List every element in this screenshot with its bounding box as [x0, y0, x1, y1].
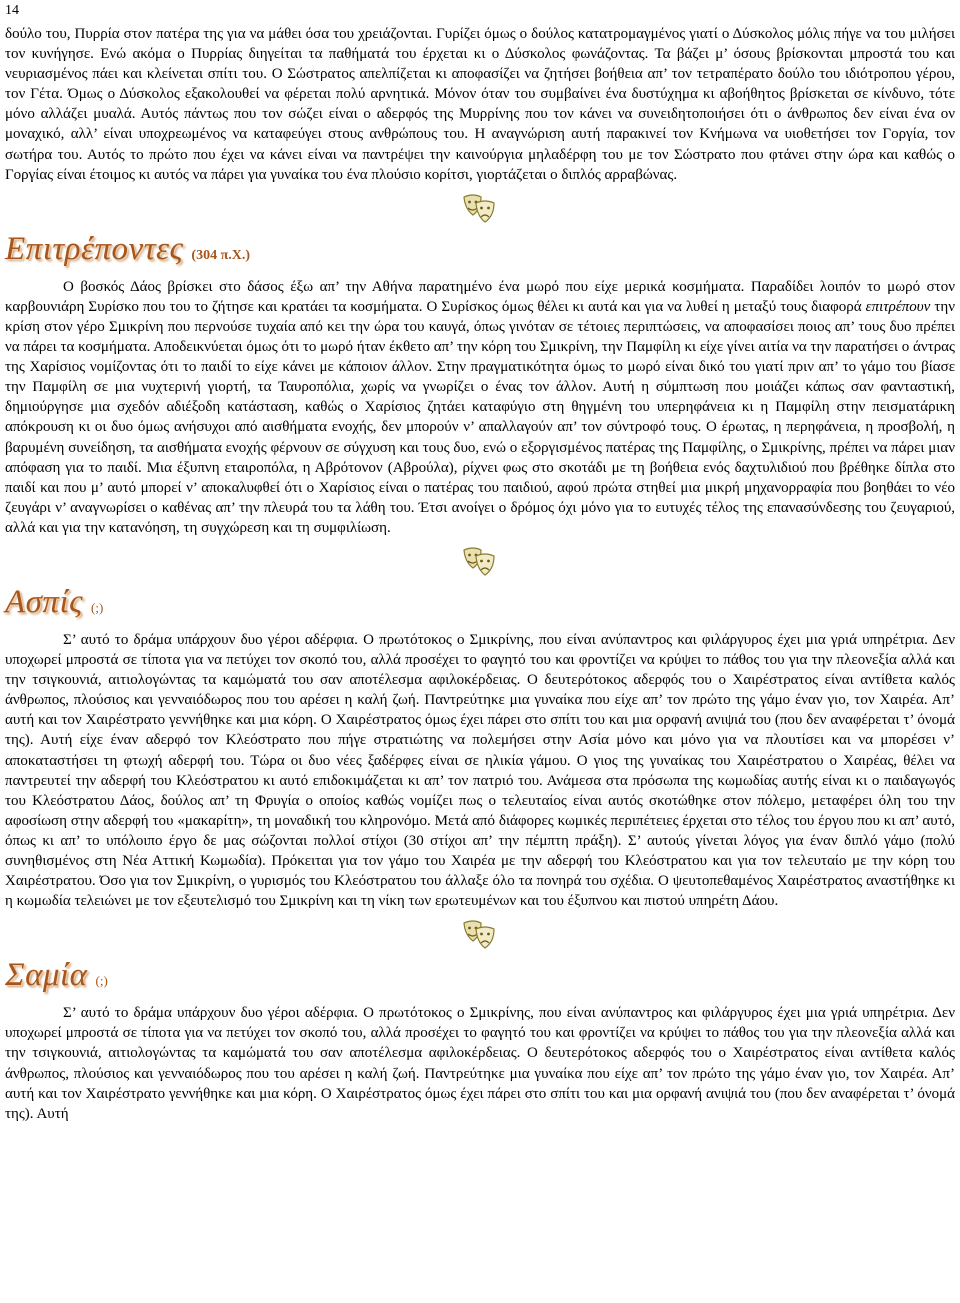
section-title: Ασπίς: [5, 583, 84, 620]
section-paragraph-samia: Σ’ αυτό το δράμα υπάρχουν δυο γέροι αδέρφια. Ο πρωτότοκος ο Σμικρίνης, που είναι ανύπαντρος και φιλάργυρος έχει μια γριά υπηρέτρια. Δεν υποχωρεί μπροστά σε τίποτα για να πετύχει τον σκοπό του, αλλά προσέχει το φαγητό του και φροντίζει να κρύψει το πάθος του για την πλεονεξία αλλά και την τσιγκουνιά, αιτιολογώντας τα καμώματά του σαν αποτέλεσμα αφιλοκέρδειας. Ο δευτερότοκος αδερφός του ο Χαιρέστρατος είναι αντίθετα καλός άνθρωπος, πλούσιος και γενναιόδωρος που του αρέσει η καλή ζωή. Παντρεύτηκε μια γυναίκα που είχε απ’ τον πρώτο της γάμο έναν γιο, τον Χαιρέα. Απ’ αυτή και τον Χαιρέστρατο γεννήθηκε και μια κόρη. Ο Χαιρέστρατος όμως έχει πάρει στο σπίτι του και μια ορφανή ανιψιά του (που δεν αναφέρεται τ’ όνομά της). Αυτή: [5, 1005, 955, 1122]
section-heading-samia: [5, 957, 955, 1003]
section-paragraph-aspis: Σ’ αυτό το δράμα υπάρχουν δυο γέροι αδέρφια. Ο πρωτότοκος ο Σμικρίνης, που είναι ανύπαντρος και φιλάργυρος έχει μια γριά υπηρέτρια. Δεν υποχωρεί μπροστά σε τίποτα για να πετύχει τον σκοπό του, αλλά προσέχει το φαγητό του και φροντίζει να κρύψει το πάθος του για την πλεονεξία αλλά και την τσιγκουνιά, αιτιολογώντας τα καμώματά του σαν αποτέλεσμα αφιλοκέρδειας. Ο δευτερότοκος αδερφός του ο Χαιρέστρατος είναι αντίθετα καλός άνθρωπος, πλούσιος και γενναιόδωρος που του αρέσει η καλή ζωή. Παντρεύτηκε μια γυναίκα που είχε απ’ τον πρώτο της γάμο έναν γιο, τον Χαιρέα. Απ’ αυτή και τον Χαιρέστρατο γεννήθηκε και μια κόρη. Ο Χαιρέστρατος όμως έχει πάρει στο σπίτι του και μια ορφανή ανιψιά του (που δεν αναφέρεται τ’ όνομά της). Αυτή είχε έναν αδερφό τον Κλεόστρατο που πήγε στρατιώτης να πολεμήσει στην Ασία μόνο και μόνο για να πλουτίσει και να μπορέσει ν’ αποκαταστήσει τη φτωχή αδερφή του. Τώρα οι δυο νέες ξαδέρφες είναι σε ηλικία γάμου. Ο γιος της γυναίκας του Χαιρέστρατου ο Χαιρέας, θέλει να παντρευτεί την αδερφή του Κλεόστρατου κι αυτό επιδοκιμάζεται κι απ’ τον πατριό του. Ανάμεσα στα πρόσωπα της κωμωδίας αυτής είναι κι ο παιδαγωγός του Κλεόστρατου Δάος, δούλος απ’ τη Φρυγία ο οποίος καθώς νομίζει πως ο τελευταίος είναι αυτός σκοτώθηκε στον πόλεμο, μεταφέρει όλη του την αφοσίωση στην αδερφή του «μακαρίτη», τη μοναδική του κληρονόμο. Μετά από διάφορες κωμικές περιπέτειες έρχεται στο τέλος του έργου που κι απ’ αυτό, όπως κι απ’ το υπόλοιπο έργο δε μας σώζονται πολλοί στίχοι (30 στίχοι απ’ την πέμπτη πράξη). Σ’ αυτούς γίνεται λόγος για έναν διπλό γάμο (πολύ συνηθισμένος στη Νέα Αττική Κωμωδία). Πρόκειται για τον γάμο του Χαιρέα με την αδερφή του Κλεόστρατου και για τον τελευταίο με την κόρη του Χαιρέστρατου. Όσο για τον Σμικρίνη, ο γυρισμός του Κλεόστρατου του άλλαξε όλο τα πονηρά του σχέδια. Ο ψευτοπεθαμένος Χαιρέστρατος αναστήθηκε κι η κωμωδία τελειώνει με τον εξευτελισμό του Σμικρίνη και τη νίκη των ερωτευμένων και του έξυπνου και πιστού υπηρέτη Δάου.: [5, 631, 955, 910]
ornament-row: [5, 538, 955, 582]
text-part: την κρίση στον γέρο Σμικρίνη που περνούσε τυχαία από κει την ώρα του καυγά, όπως γινόταν σε τέτοιες περιπτώσεις, να αποφασίσει ποιος απ’ τους δυο πρέπει να πάρει τα κοσμήματα. Αποδεικνύεται όμως ότι το μωρό ήταν έκθετο απ’ την κόρη του Σμικρίνη, την Παμφίλη κι είχε γίνει αιτία να την παρατήσει ο άντρας της Χαρίσιος νομίζοντας ότι το παιδί το είχε κάνει με κάποιον άλλον. Στην πραγματικότητα όμως το μωρό είναι δικό του γιατί πριν απ’ το γάμο του βίασε την Παμφίλη σε μια νυχτερινή γιορτή, τα Ταυροπόλια, χωρίς να γνωρίζει ο ένας τον άλλον. Αυτή η σύμπτωση που μοιάζει κάπως σαν φανταστική, δημιούργησε μια σχεδόν αδιέξοδη κατάσταση, καθώς ο Χαρίσιος ζητάει καταφύγιο στη θηγμένη του υπερηφάνεια κι η Παμφίλη στην πεισματάρικη απόκρουση κι οι δυο όμως ανήσυχοι από αισθήματα ενοχής, δεν μπορούν ν’ απαλλαγούν απ’ τον σύντροφό τους. Ο έρωτας, η περηφάνεια, η προσβολή, η βαρυμένη συνείδηση, τα αισθήματα ενοχής φέρνουν σε σύγχυση και τους δυο, ενώ ο εξοργισμένος πατέρας της Παμφίλης, ο Σμικρίνης, πρέπει να πάρει μιαν απόφαση για το παιδί. Μια έξυπνη εταιροπόλα, η Αβρότονον (Αβρούλα), ρίχνει φως στο σκοτάδι με τη βοήθεια ενός δαχτυλιδιού που βρέθηκε δίπλα στο παιδί και που μ’ αυτό μπορεί ν’ αποκαλυφθεί ότι ο Χαρίσιος είναι ο πατέρας του παιδιού, αφού πρώτα στηθεί μια μικρή μηχανορραφία που βοηθάει το νέο ζευγάρι ν’ αναγνωρίσει ο καθένας απ’ την πλευρά του τα λάθη του. Έτσι ανοίγει ο δρόμος όχι μόνο για το ευτυχές τέλος της επανασύνδεσης του ζευγαριού, αλλά και για την κατανόηση, τη συγχώρεση και τη συμφιλίωση.: [5, 298, 955, 536]
section-heading-epitrepontes: [5, 231, 955, 277]
theatre-masks-icon: [461, 546, 497, 578]
section-title: Επιτρέποντες: [5, 230, 184, 267]
section-date: (304 π.Χ.): [191, 247, 251, 263]
section-date: (;): [95, 973, 108, 989]
ornament-row: [5, 185, 955, 229]
theatre-masks-icon: [461, 919, 497, 951]
theatre-masks-icon: [461, 193, 497, 225]
document-body: [5, 24, 955, 1124]
section-heading-aspis: [5, 584, 955, 630]
text-part: Ο βοσκός Δάος βρίσκει στο δάσος έξω απ’ την Αθήνα παρατημένο ένα μωρό που είχε μερικά κοσμήματα. Παραδίδει λοιπόν το μωρό στον καρβουνιάρη Συρίσκο που του το ζήτησε και κρατάει τα κοσμήματα. Ο Συρίσκος όμως θέλει κι αυτά και για να λυθεί η μεταξύ τους διαφορά: [5, 278, 955, 315]
ornament-row: [5, 911, 955, 955]
section-paragraph-epitrepontes: [5, 277, 955, 538]
emphasis-word: επιτρέπουν: [865, 298, 931, 315]
page-number: 14: [5, 3, 19, 18]
intro-paragraph: δούλο του, Πυρρία στον πατέρα της για να μάθει όσα του χρειάζονται. Γυρίζει όμως ο δούλος κατατρομαγμένος γιατί ο Δύσκολος μόλις πήγε να του μιλήσει τον κυνήγησε. Ενώ ακόμα ο Πυρρίας διηγείται τα παθήματά του έρχεται κι ο Δύσκολος φωνάζοντας. Τα βάζει μ’ όσους βρίσκονται μπροστά του και νευριασμένος πάει και κλείνεται σπίτι του. Ο Σώστρατος απελπίζεται κι αποφασίζει να ζητήσει βοήθεια απ’ τον τετραπέρατο δούλο του ιδιότροπου γέρου, τον Γέτα. Όμως ο Δύσκολος εξακολουθεί να φέρεται πολύ αρνητικά. Μόνον όταν του συμβαίνει ένα δυστύχημα κι αβοήθητος βρίσκεται σε κίνδυνο, τότε μόνο αλλάζει μυαλά. Αυτός πάντως που τον σώζει είναι ο αδερφός της Μυρρίνης που τον κάνει να συνειδητοποιήσει ότι ο άνθρωπος δεν είναι ένα ον μοναχικό, αλλ’ είναι υποχρεωμένος να καταφεύγει στους ανθρώπους του. Η αναγνώριση αυτή παρακινεί τον Κνήμωνα να υιοθετήσει τον Γοργία, τον σωτήρα του. Αυτός το πρώτο που έχει να κάνει είναι να παντρέψει την καινούργια μηλαδέρφη του με τον Σώστρατο που φτάνει στην ώρα και καθώς ο Γοργίας είναι έτοιμος κι αυτός να πάρει για γυναίκα του ένα πλούσιο κορίτσι, γιορτάζεται ο διπλός αρραβώνας.: [5, 26, 955, 183]
section-date: (;): [91, 599, 104, 615]
section-title: Σαμία: [5, 957, 88, 994]
